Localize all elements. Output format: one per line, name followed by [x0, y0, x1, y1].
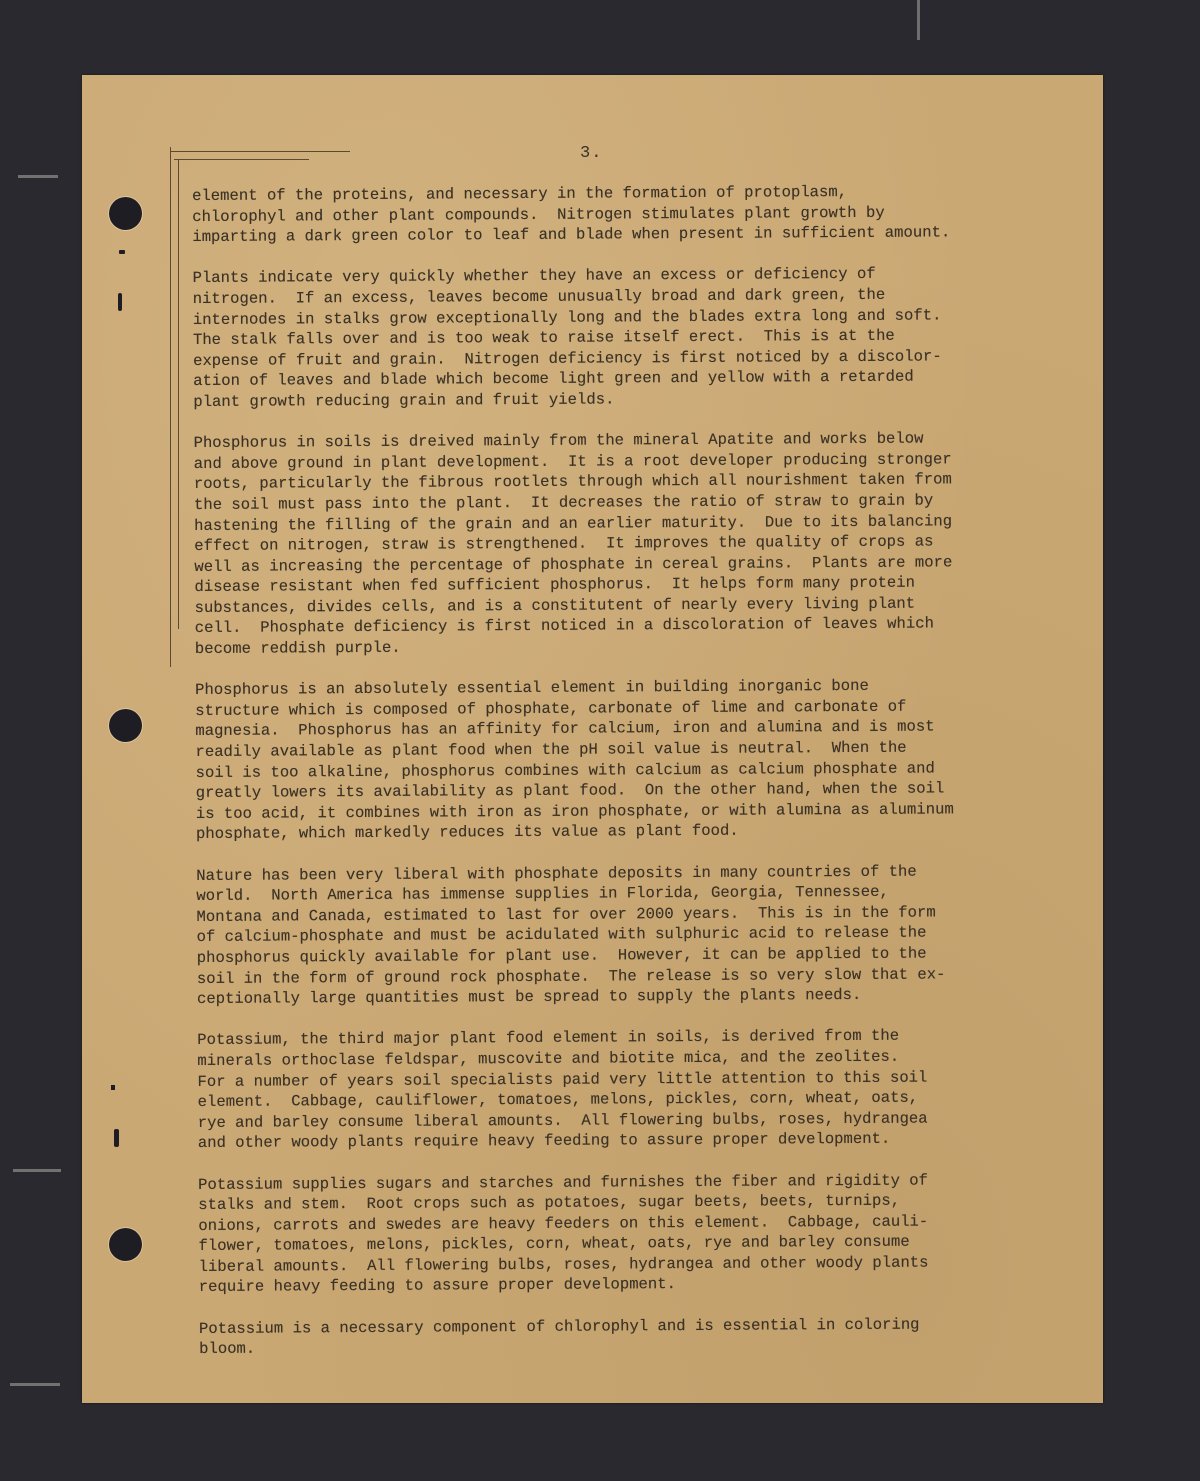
- text-line: chlorophyl and other plant compounds. Nitrogen stimulates plant growth by: [192, 203, 885, 226]
- paragraph-potassium-functions: [198, 1169, 1039, 1298]
- text-line: Phosphorus in soils is dreived mainly from the mineral Apatite and works below: [193, 429, 924, 453]
- ink-mark: [111, 1085, 115, 1090]
- text-line: substances, divides cells, and is a constitutent of nearly every living plant: [194, 594, 916, 617]
- document-body: [192, 181, 1039, 1381]
- page-number: 3.: [580, 144, 603, 163]
- text-line: and other woody plants require heavy feeding to assure proper development.: [197, 1130, 891, 1153]
- paragraph-potassium-chlorophyl: [199, 1314, 1039, 1360]
- paragraph-nitrogen-excess-deficiency: [193, 263, 1034, 412]
- text-line: greatly lowers its availability as plant food. On the other hand, when the soil: [195, 779, 945, 803]
- binder-hole-middle: [109, 709, 142, 742]
- header-rule-outer: [170, 151, 350, 152]
- text-line: effect on nitrogen, straw is strengthened. It improves the quality of crops as: [194, 532, 934, 556]
- text-line: the soil must pass into the plant. It decreases the ratio of straw to grain by: [193, 491, 934, 514]
- text-line: liberal amounts. All flowering bulbs, roses, hydrangea and other woody plants: [198, 1253, 929, 1276]
- text-line: Potassium, the third major plant food element in soils, is derived from the: [197, 1027, 900, 1050]
- paragraph-potassium-source: [197, 1025, 1038, 1154]
- text-line: plant growth reducing grain and fruit yields.: [193, 390, 615, 411]
- backdrop-ruler-tick: [18, 175, 58, 178]
- margin-rule-outer: [170, 147, 171, 667]
- text-line: internodes in stalks grow exceptionally long and the blades extra long and soft.: [192, 305, 942, 329]
- text-line: Montana and Canada, estimated to last for over 2000 years. This is in the form: [196, 903, 936, 926]
- text-line: and above ground in plant development. It is a root developer producing stronger: [193, 450, 952, 473]
- text-line: roots, particularly the fibrous rootlets through which all nourishment taken from: [193, 470, 952, 494]
- text-line: The stalk falls over and is too weak to raise itself erect. This is at the: [192, 326, 895, 350]
- text-line: readily available as plant food when the pH soil value is neutral. When the: [195, 738, 907, 762]
- text-line: Plants indicate very quickly whether they have an excess or deficiency of: [192, 265, 876, 288]
- paragraph-nitrogen-role: [192, 181, 1032, 248]
- text-line: expense of fruit and grain. Nitrogen deficiency is first noticed by a discolor-: [193, 347, 942, 370]
- text-line: soil is too alkaline, phosphorus combines with calcium as calcium phosphate and: [195, 759, 935, 782]
- text-line: well as increasing the percentage of phosphate in cereal grains. Plants are more: [194, 553, 953, 576]
- text-line: minerals orthoclase feldspar, muscovite and biotite mica, and the zeolites.: [197, 1047, 900, 1070]
- text-line: disease resistant when fed sufficient phosphorus. It helps form many protein: [194, 573, 916, 597]
- ink-mark: [114, 1129, 119, 1147]
- text-line: imparting a dark green color to leaf and blade when present in sufficient amount.: [192, 223, 951, 247]
- text-line: magnesia. Phosphorus has an affinity for calcium, iron and alumina and is most: [195, 717, 935, 741]
- text-line: nitrogen. If an excess, leaves become unusually broad and dark green, the: [192, 285, 886, 308]
- text-line: For a number of years soil specialists paid very little attention to this soil: [197, 1068, 928, 1091]
- backdrop-ruler-tick: [917, 0, 920, 40]
- backdrop-ruler-tick: [10, 1383, 60, 1386]
- text-line: element of the proteins, and necessary in the formation of protoplasm,: [192, 182, 848, 205]
- text-line: structure which is composed of phosphate, carbonate of lime and carbonate of: [195, 697, 907, 720]
- text-line: soil in the form of ground rock phosphate. The release is so very slow that ex-: [196, 964, 946, 988]
- paragraph-phosphorus-bone-structure: [195, 675, 1036, 845]
- text-line: Nature has been very liberal with phosphate deposits in many countries of the: [196, 862, 917, 885]
- text-line: phosphorus quickly available for plant use. However, it can be applied to the: [196, 944, 927, 967]
- text-line: Potassium is a necessary component of chlorophyl and is essential in coloring: [198, 1315, 920, 1338]
- text-line: flower, tomatoes, melons, pickles, corn, wheat, oats, rye and barley consume: [198, 1232, 910, 1256]
- ink-mark: [118, 293, 122, 311]
- text-line: ceptionally large quantities must be spread to supply the plants needs.: [196, 986, 862, 1009]
- backdrop-ruler-tick: [13, 1169, 61, 1172]
- text-line: phosphate, which markedly reduces its value as plant food.: [195, 822, 739, 844]
- text-line: rye and barley consume liberal amounts. All flowering bulbs, roses, hydrangea: [197, 1109, 928, 1132]
- text-line: become reddish purple.: [194, 638, 401, 659]
- header-rule-inner: [174, 159, 309, 160]
- text-line: ation of leaves and blade which become light green and yellow with a retarded: [193, 367, 914, 391]
- text-line: cell. Phosphate deficiency is first noticed in a discoloration of leaves which: [194, 614, 935, 638]
- text-line: hastening the filling of the grain and an earlier maturity. Due to its balancing: [194, 511, 953, 535]
- paragraph-phosphate-deposits: [196, 860, 1037, 1009]
- text-line: Phosphorus is an absolutely essential element in building inorganic bone: [195, 677, 869, 700]
- text-line: is too acid, it combines with iron as iron phosphate, or with alumina as aluminum: [195, 800, 954, 823]
- paragraph-phosphorus-source: [194, 428, 1035, 660]
- text-line: bloom.: [199, 1339, 256, 1359]
- ink-mark: [119, 250, 125, 254]
- text-line: Potassium supplies sugars and starches and furnishes the fiber and rigidity of: [198, 1171, 929, 1194]
- text-line: world. North America has immense supplies in Florida, Georgia, Tennessee,: [196, 882, 889, 906]
- text-line: of calcium-phosphate and must be acidulated with sulphuric acid to release the: [196, 923, 927, 947]
- margin-rule-inner: [178, 159, 179, 629]
- text-line: require heavy feeding to assure proper development.: [198, 1275, 677, 1297]
- binder-hole-bottom: [109, 1228, 142, 1261]
- text-line: element. Cabbage, cauliflower, tomatoes, melons, pickles, corn, wheat, oats,: [197, 1088, 919, 1112]
- text-line: stalks and stem. Root crops such as potatoes, sugar beets, beets, turnips,: [198, 1191, 901, 1215]
- binder-hole-top: [109, 197, 142, 230]
- text-line: onions, carrots and swedes are heavy feeders on this element. Cabbage, cauli-: [198, 1212, 929, 1235]
